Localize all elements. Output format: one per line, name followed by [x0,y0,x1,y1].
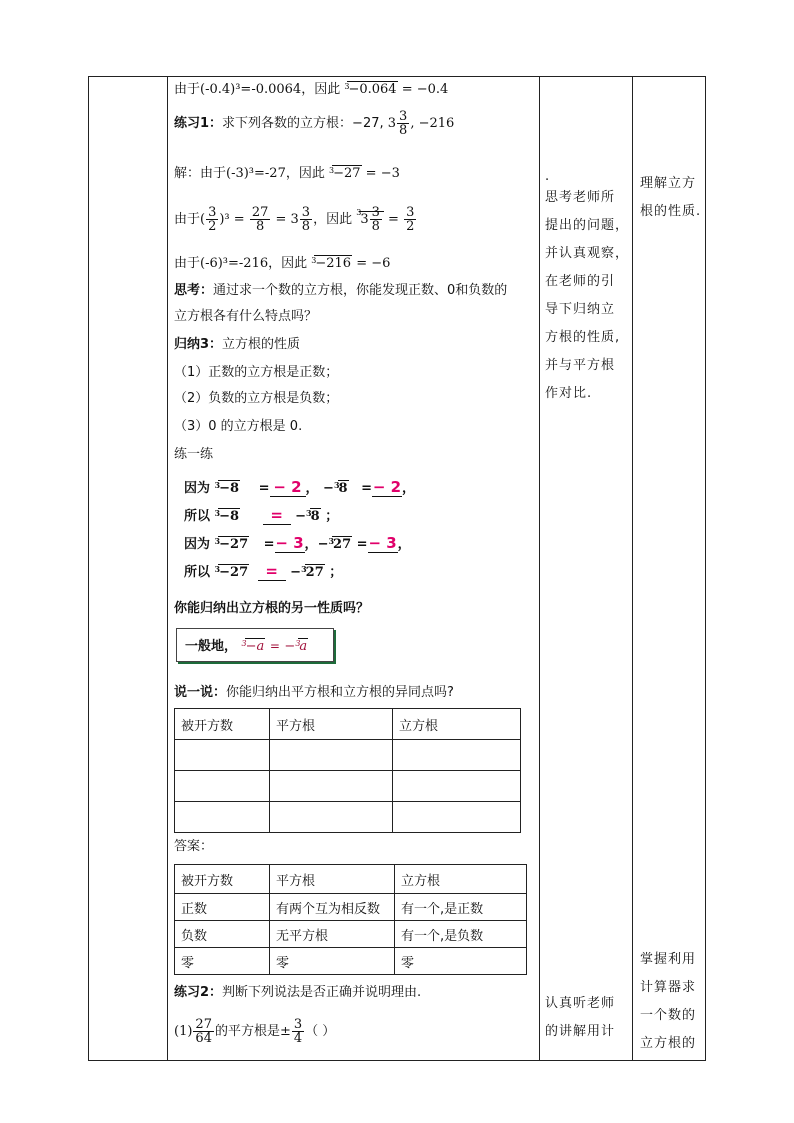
solution-line-2: 由于( $\frac{3}{2}$ )³ = $\frac{27}{8}$ = 3 $\frac{3}{8}$ ，因此 $^3$3 $\frac{3}{8}$ = $\frac{3}{2}$ [174,205,415,234]
practice-title: 练一练 [174,447,214,462]
another-property-question: 你能归纳出立方根的另一性质吗？ [174,601,370,616]
general-property-box: 一般地， $^3$−a = −$^3$a [176,628,334,662]
student-activity-text-1: . 思考老师所 提出的问题， 并认真观察， 在老师的引 导下归纳立 方根的性质, 并与平方根 作对比. [545,169,630,401]
property-2: （2）负数的立方根是负数； [174,391,339,406]
exercise-2-title: 练习2：判断下列说法是否正确并说明理由. [174,985,422,1000]
answer-comparison-table [174,864,527,975]
table-row: 零 零 零 [175,948,527,975]
answer-label: 答案： [174,839,214,854]
property-1: （1）正数的立方根是正数； [174,365,339,380]
table2-header-radicand: 被开方数 [175,865,270,894]
property-3: （3）0 的立方根是 0. [174,419,303,434]
table-row [175,802,521,833]
column-divider-3 [632,76,633,1061]
table2-header-square-root: 平方根 [270,865,395,894]
table1-header-radicand: 被开方数 [175,709,270,740]
solution-line-1: 解：由于(-3)³=-27，因此 $^3$−27 = −3 [174,166,400,181]
table-row: 负数 无平方根 有一个,是负数 [175,921,527,948]
practice-row-2: 所以 $^3$−8 = −$^3$8 ； [184,506,339,524]
table-row [175,771,521,802]
design-intent-text-1: 理解立方 根的性质. [640,176,702,219]
table2-header-cube-root: 立方根 [395,865,527,894]
summary-3-title: 归纳3：立方根的性质 [174,337,301,352]
practice-row-4: 所以 $^3$−27 = −$^3$27 ； [184,562,343,580]
exercise-1: 练习1：求下列各数的立方根：−27, 3 $\frac{3}{8}$ , −216 [174,109,455,138]
exercise-2-question-1: (1) $\frac{27}{64}$ 的平方根是± $\frac{3}{4}$ （ ） [174,1017,336,1046]
column-divider-2 [539,76,540,1061]
table1-header-cube-root: 立方根 [393,709,521,740]
solution-line-3: 由于(-6)³=-216，因此 $^3$−216 = −6 [174,256,391,271]
line-example-04: 由于(-0.4)³=-0.0064，因此 $^3$−0.064 = −0.4 [174,82,449,97]
think-question-cont: 立方根各有什么特点吗？ [174,309,318,324]
say-it-prompt: 说一说：你能归纳出平方根和立方根的异同点吗? [174,685,454,700]
table-row: 正数 有两个互为相反数 有一个,是正数 [175,894,527,921]
practice-row-1: 因为 $^3$−8 = − 2 ， −$^3$8 =− 2， [184,478,416,496]
practice-row-3: 因为 $^3$−27 =− 3，−$^3$27 =− 3， [184,534,411,552]
think-question: 思考：通过求一个数的立方根，你能发现正数、0和负数的 [174,283,508,298]
column-divider-1 [167,76,168,1061]
blank-comparison-table [174,708,521,833]
table-row [175,740,521,771]
design-intent-text-2: 掌握利用 计算器求 一个数的 立方根的 [640,952,697,1051]
student-activity-text-2: 认真听老师 的讲解用计 [545,996,616,1039]
table1-header-square-root: 平方根 [270,709,393,740]
